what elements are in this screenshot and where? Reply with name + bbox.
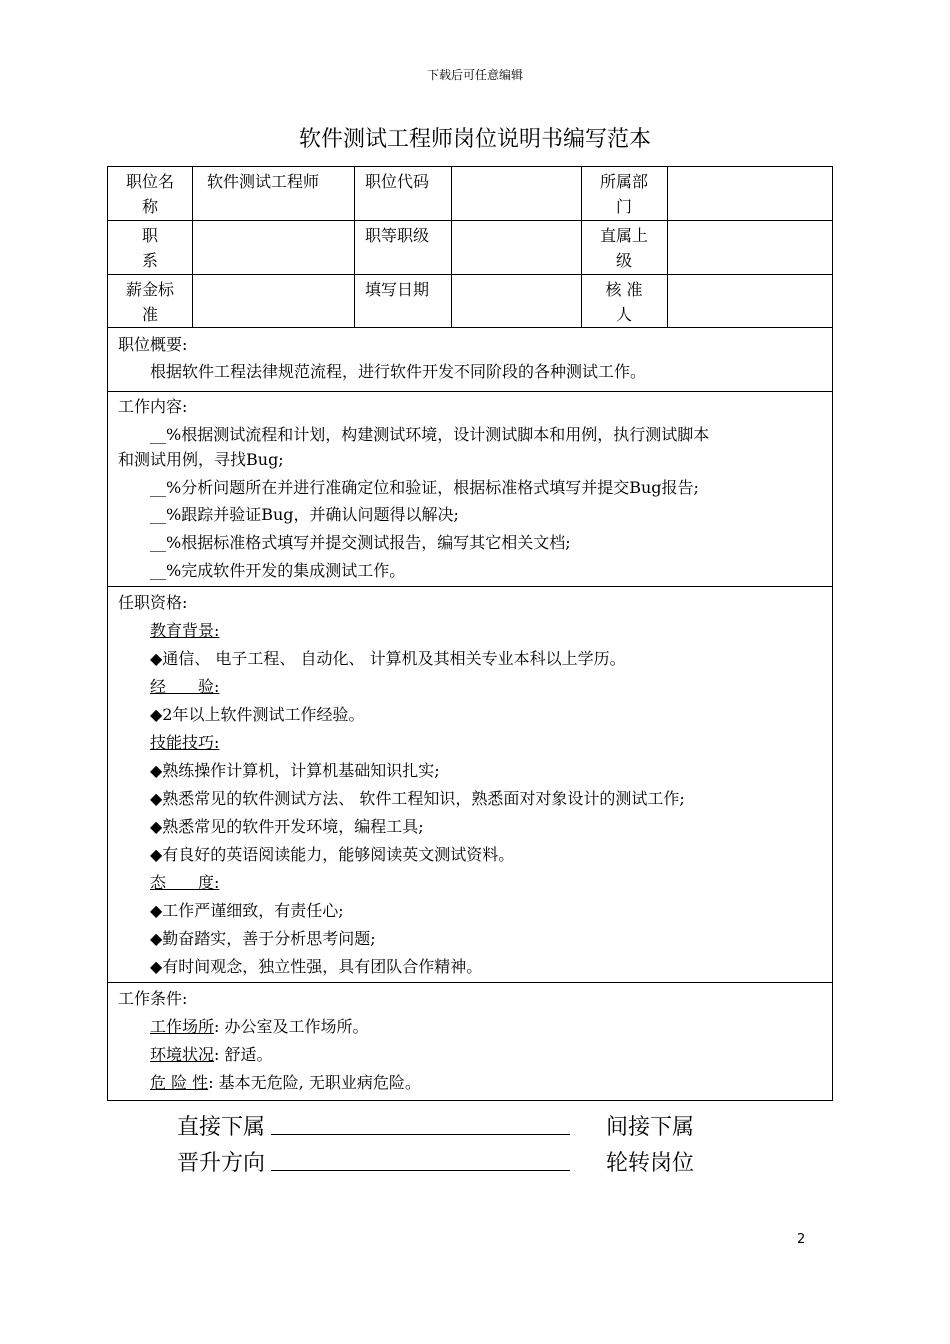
experience-label: 经 验: xyxy=(150,677,220,696)
condition-risk xyxy=(150,1069,421,1096)
col-divider xyxy=(667,167,668,327)
duty-item: __%完成软件开发的集成测试工作。 xyxy=(150,561,406,580)
promotion-blank xyxy=(271,1170,570,1171)
condition-risk-label: 危 险 性 xyxy=(150,1073,209,1092)
qualifications-heading: 任职资格: xyxy=(118,593,188,612)
education-text: ◆通信、 电子工程、 自动化、 计算机及其相关专业本科以上学历。 xyxy=(150,649,626,668)
attitude-item: ◆有时间观念，独立性强，具有团队合作精神。 xyxy=(150,957,483,976)
row-divider xyxy=(108,220,832,221)
label-approver: 核 准 人 xyxy=(605,280,643,324)
indirect-reports-label: 间接下属 xyxy=(606,1115,695,1140)
summary-text: 根据软件工程法律规范流程，进行软件开发不同阶段的各种测试工作。 xyxy=(150,362,647,381)
label-fill-date: 填写日期 xyxy=(365,280,430,299)
direct-reports-label: 直接下属 xyxy=(177,1115,266,1140)
page-number: 2 xyxy=(797,1232,806,1247)
experience-text: ◆2年以上软件测试工作经验。 xyxy=(150,705,365,724)
rotation-label: 轮转岗位 xyxy=(606,1151,695,1176)
row-divider xyxy=(108,274,832,275)
document-title: 软件测试工程师岗位说明书编写范本 xyxy=(298,127,651,152)
skill-item: ◆熟悉常见的软件测试方法、 软件工程知识，熟悉面对对象设计的测试工作; xyxy=(150,789,685,808)
condition-env-label: 环境状况 xyxy=(150,1045,215,1064)
label-position-name: 职位名 称 xyxy=(125,172,174,216)
direct-reports-blank xyxy=(271,1134,570,1135)
attitude-label: 态 度: xyxy=(150,873,220,892)
promotion-label: 晋升方向 xyxy=(177,1151,266,1176)
duty-item: __%分析问题所在并进行准确定位和验证，根据标准格式填写并提交Bug报告; xyxy=(150,478,699,497)
label-salary: 薪金标 准 xyxy=(125,280,174,324)
value-position-name: 软件测试工程师 xyxy=(207,172,320,191)
row-divider xyxy=(108,327,832,328)
section-divider xyxy=(108,586,832,587)
label-grade: 职等职级 xyxy=(365,226,430,245)
skills-label: 技能技巧: xyxy=(150,733,220,752)
duty-item: __%根据标准格式填写并提交测试报告，编写其它相关文档; xyxy=(150,533,571,552)
condition-place-label: 工作场所 xyxy=(150,1017,215,1036)
label-supervisor: 直属上 级 xyxy=(599,226,648,270)
condition-place-value: : 办公室及工作场所。 xyxy=(214,1017,369,1036)
section-divider xyxy=(108,391,832,392)
label-position-code: 职位代码 xyxy=(365,172,430,191)
skill-item: ◆熟悉常见的软件开发环境，编程工具; xyxy=(150,817,424,836)
skill-item: ◆熟练操作计算机，计算机基础知识扎实; xyxy=(150,761,440,780)
condition-environment xyxy=(150,1041,273,1068)
label-department: 所属部 门 xyxy=(599,172,648,216)
job-description-table xyxy=(107,166,833,1101)
condition-risk-value: : 基本无危险, 无职业病危险。 xyxy=(208,1073,421,1092)
education-label: 教育背景: xyxy=(150,621,220,640)
label-job-family: 职 系 xyxy=(141,226,158,270)
attitude-item: ◆勤奋踏实，善于分析思考问题; xyxy=(150,929,376,948)
conditions-heading: 工作条件: xyxy=(118,989,188,1008)
skill-item: ◆有良好的英语阅读能力，能够阅读英文测试资料。 xyxy=(150,845,515,864)
col-divider xyxy=(192,167,193,327)
summary-heading: 职位概要: xyxy=(118,335,188,354)
header-note: 下载后可任意编辑 xyxy=(426,68,523,82)
duty-item: 和测试用例，寻找Bug; xyxy=(118,450,284,469)
duty-item: __%跟踪并验证Bug，并确认问题得以解决; xyxy=(150,505,459,524)
section-divider xyxy=(108,982,832,983)
condition-env-value: : 舒适。 xyxy=(214,1045,273,1064)
attitude-item: ◆工作严谨细致，有责任心; xyxy=(150,901,344,920)
duty-item: __%根据测试流程和计划，构建测试环境，设计测试脚本和用例，执行测试脚本 xyxy=(150,425,710,444)
condition-place xyxy=(150,1013,369,1040)
duties-heading: 工作内容: xyxy=(118,397,188,416)
